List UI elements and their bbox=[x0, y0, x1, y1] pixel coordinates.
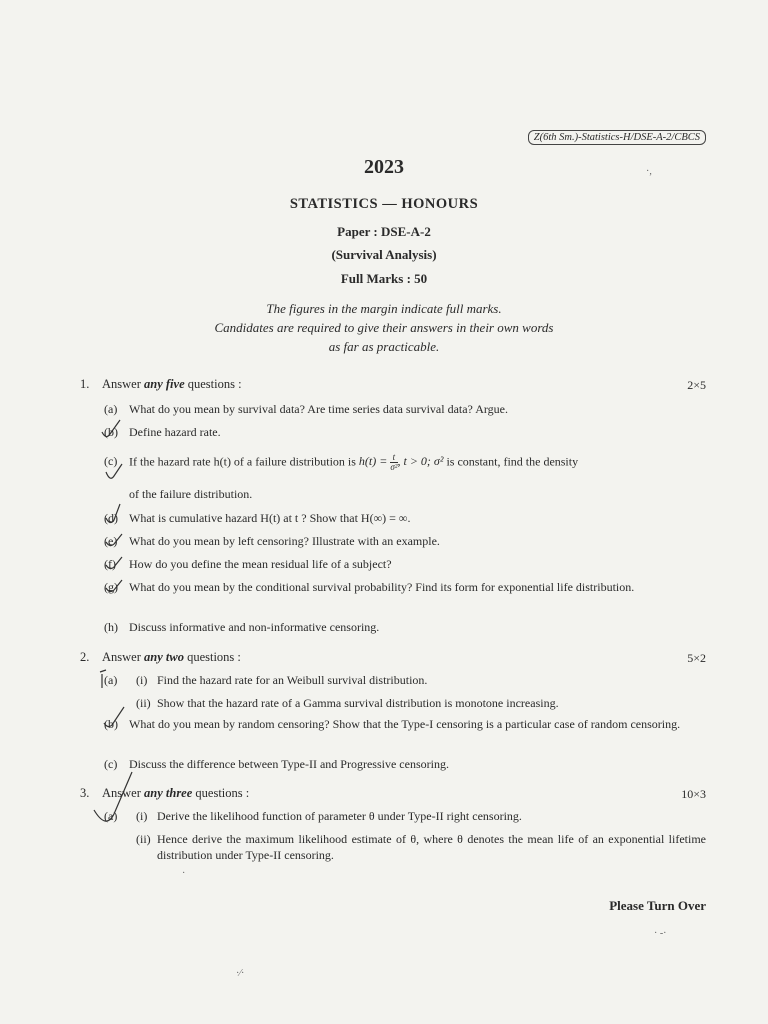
handwritten-tick-mark bbox=[96, 668, 110, 690]
handwritten-tick-mark bbox=[104, 578, 124, 596]
q2-part-c: (c) Discuss the difference between Type-II and Progressive censoring. bbox=[104, 757, 449, 771]
question-number: 3. bbox=[80, 786, 90, 800]
q1-part-b: (b) Define hazard rate. bbox=[104, 425, 221, 439]
q1-part-d: (d) What is cumulative hazard H(t) at t ? Show that H(∞) = ∞. bbox=[104, 511, 411, 525]
question-2-heading: 2. Answer any two questions : bbox=[80, 650, 241, 664]
handwritten-tick-mark bbox=[104, 555, 124, 573]
please-turn-over: Please Turn Over bbox=[609, 898, 706, 913]
handwritten-tick-mark bbox=[102, 705, 126, 731]
full-marks: Full Marks : 50 bbox=[340, 271, 428, 286]
handwritten-tick-mark bbox=[104, 532, 124, 550]
scan-speck: ·⁄· bbox=[236, 968, 245, 979]
scan-speck: ·, bbox=[646, 166, 652, 177]
question-number: 1. bbox=[80, 377, 90, 391]
question-1-marks: 2×5 bbox=[687, 378, 706, 392]
question-3-marks: 10×3 bbox=[681, 787, 706, 801]
q1-part-h: (h) Discuss informative and non-informative censoring. bbox=[104, 620, 380, 634]
handwritten-tick-mark bbox=[104, 460, 124, 484]
handwritten-tick-mark bbox=[100, 418, 124, 440]
q1-part-g: (g) What do you mean by the conditional survival probability? Find its form for exponential life distribution. bbox=[104, 580, 635, 594]
q3-part-a-i: (i) Derive the likelihood function of parameter θ under Type-II right censoring. bbox=[136, 809, 522, 823]
question-number: 2. bbox=[80, 650, 90, 664]
q1-part-f: (f) How do you define the mean residual life of a subject? bbox=[104, 557, 392, 571]
paper-name: Paper : DSE-A-2 bbox=[337, 224, 431, 239]
instruction-line-1: The figures in the margin indicate full marks. bbox=[266, 301, 502, 316]
instructions bbox=[0, 299, 768, 356]
subject-title: STATISTICS — HONOURS bbox=[289, 196, 479, 212]
q2-part-b: (b) What do you mean by random censoring? Show that the Type-I censoring is a particular case of random censoring. bbox=[104, 717, 681, 731]
q2-part-a-i: (i) Find the hazard rate for an Weibull survival distribution. bbox=[136, 673, 428, 687]
q1-part-c-continued: of the failure distribution. bbox=[129, 487, 253, 501]
scan-speck: · bbox=[182, 868, 186, 879]
exam-page: Z(6th Sm.)-Statistics-H/DSE-A-2/CBCS 2023 STATISTICS — HONOURS Paper : DSE-A-2 (Survival Analysis) Full Marks : 50 The figures in the margin indicate full marks. Candidates are required to give their answers in their own words as far as practicable. 1. Answer any five questions : 2×5 (a) What do you mean by survival data? Are time series data survival data? Argue. (b) Define hazard rate. (c) If the hazard rate h(t) of a failure distribution is h(t) = $\frac{t}{\text{σ²}}$ , t > 0; σ² is constant, find the density of the failure distribution. (d) What is cumulative hazard H(t) at t ? Show that H(∞) = ∞. (e) What do you mean by left censoring? Illustrate with an example. (f) How do you define the mean residual life of a subject? (g) What do you mean by the conditional survival probability? Find its form for exponential life distribution. (h) Discuss informative and non-informative censoring. 2. Answer any two questions : 5×2 (a) (i) Find the hazard rate for an Weibull survival distribution. (ii) Show that the hazard rate of a Gamma survival distribution is monotone increasing. (b) What do you mean by random censoring? Show that the Type-I censoring is a particular case of random censoring. (c) Discuss the difference between Type-II and Progressive censoring. 3. Answer any three questions : 10×3 (a) (i) Derive the likelihood function of parameter θ under Type-II right censoring. (ii) Hence derive the maximum likelihood estimate of θ, where θ denotes the mean life of an exponential lifetime distribution under Type-II censoring. Please Turn Over ·, · · -· ·⁄· bbox=[0, 0, 768, 1024]
q1-part-e: (e) What do you mean by left censoring? Illustrate with an example. bbox=[104, 534, 440, 548]
exam-year: 2023 bbox=[364, 156, 404, 178]
hazard-formula: h(t) = $\frac{t}{\text{σ²}}$ , t > 0; σ² bbox=[358, 452, 444, 472]
instruction-line-2: Candidates are required to give their answers in their own words bbox=[214, 320, 554, 335]
scan-speck: · -· bbox=[654, 928, 667, 939]
q1-part-a: (a) What do you mean by survival data? Are time series data survival data? Argue. bbox=[104, 402, 508, 416]
q3-part-a-ii: (ii) Hence derive the maximum likelihood estimate of θ, where θ denotes the mean life of an exponential lifetime distribution under Type-II censoring. bbox=[136, 832, 706, 862]
q2-part-a-ii: (ii) Show that the hazard rate of a Gamma survival distribution is monotone increasing. bbox=[136, 696, 559, 710]
question-2-marks: 5×2 bbox=[687, 651, 706, 665]
paper-code: Z(6th Sm.)-Statistics-H/DSE-A-2/CBCS bbox=[528, 130, 706, 145]
paper-topic: (Survival Analysis) bbox=[331, 247, 437, 262]
question-3-heading: 3. Answer any three questions : bbox=[80, 786, 250, 800]
instruction-line-3: as far as practicable. bbox=[328, 339, 440, 354]
handwritten-tick-mark bbox=[104, 502, 126, 528]
question-1-heading: 1. Answer any five questions : bbox=[80, 377, 242, 391]
q1-part-c: (c) If the hazard rate h(t) of a failure distribution is h(t) = $\frac{t}{\text{σ²}}$ , t > 0; σ² is constant, find the density bbox=[104, 452, 579, 472]
handwritten-tick-mark bbox=[92, 770, 134, 832]
